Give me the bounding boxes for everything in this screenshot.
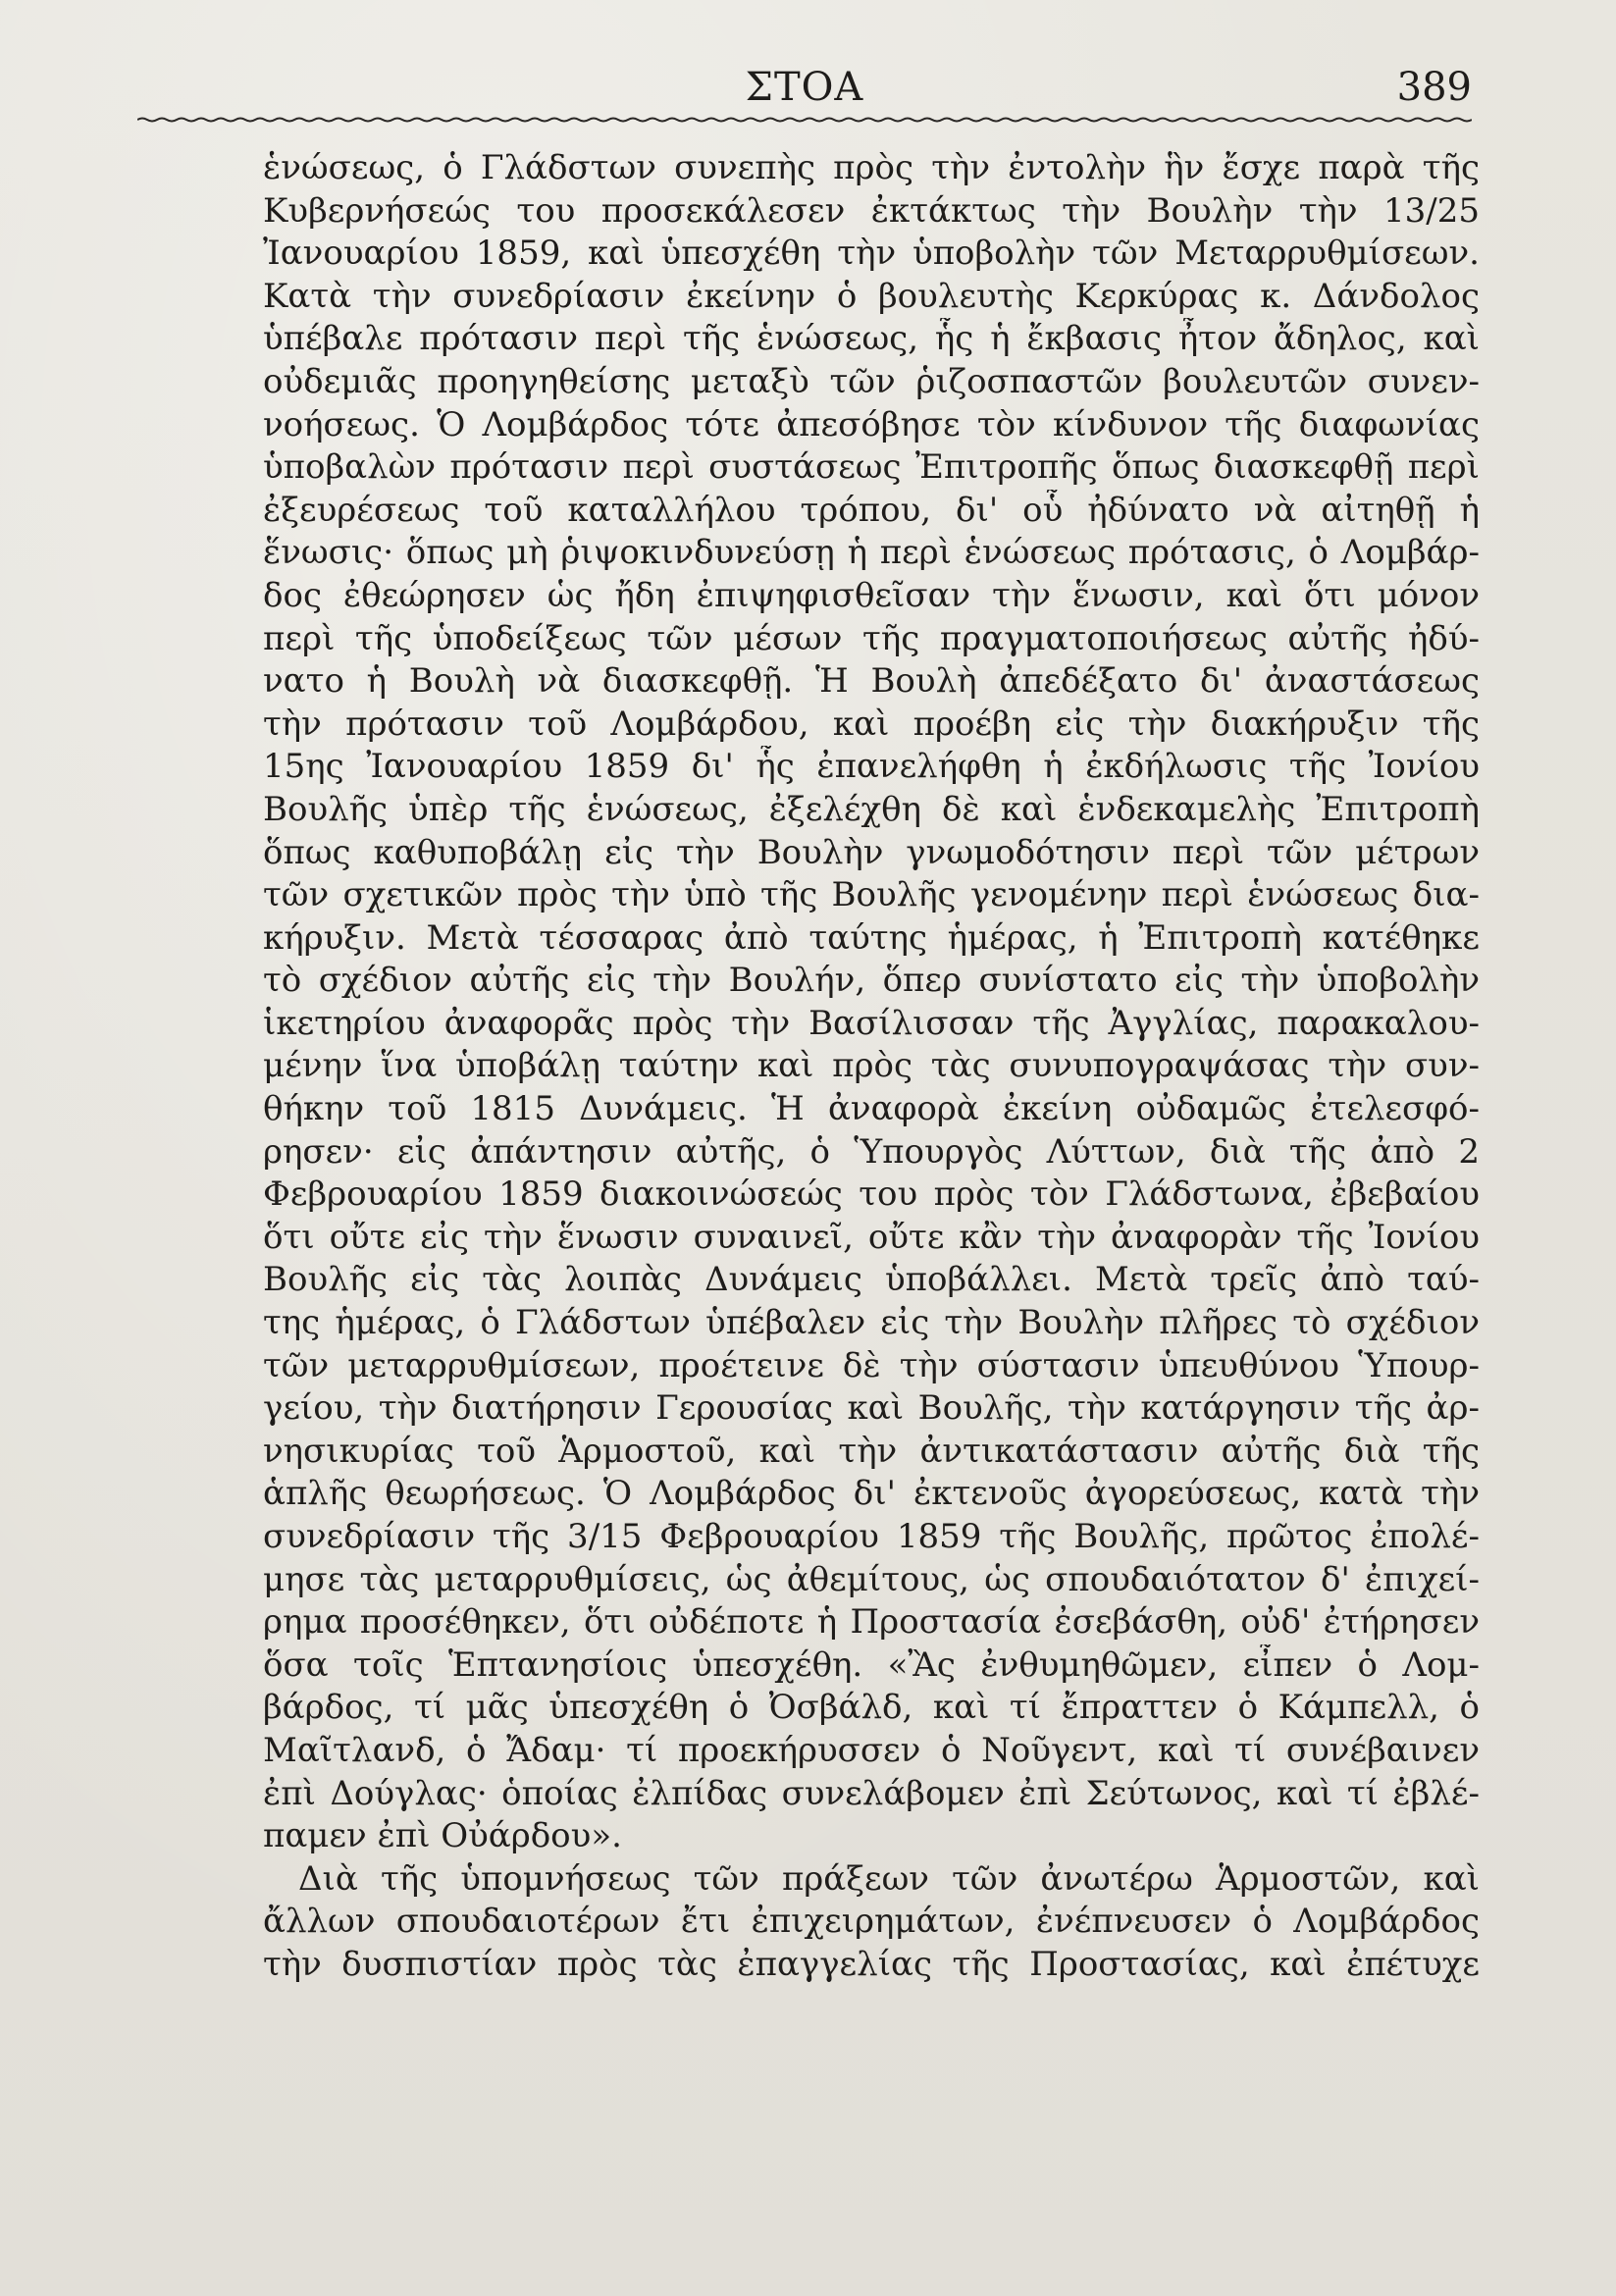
text-line: ὅτι οὔτε εἰς τὴν ἕνωσιν συναινεῖ, οὔτε κἂν τὴν ἀναφορὰν τῆς Ἰονίου	[263, 1217, 1480, 1257]
text-line: τῶν μεταρρυθμίσεων, προέτεινε δὲ τὴν σύστασιν ὑπευθύνου Ὑπουρ-	[263, 1345, 1480, 1385]
text-line: βάρδος, τί μᾶς ὑπεσχέθη ὁ Ὀσβάλδ, καὶ τί ἔπραττεν ὁ Κάμπελλ, ὁ	[263, 1688, 1480, 1728]
text-line: ὅσα τοῖς Ἑπτανησίοις ὑπεσχέθη. «Ἂς ἐνθυμηθῶμεν, εἶπεν ὁ Λομ-	[263, 1644, 1480, 1685]
text-line: νησικυρίας τοῦ Ἁρμοστοῦ, καὶ τὴν ἀντικατάστασιν αὐτῆς διὰ τῆς	[263, 1431, 1480, 1471]
text-line: ἐξευρέσεως τοῦ καταλλήλου τρόπου, δι' οὗ ἠδύνατο νὰ αἰτηθῇ ἡ	[263, 490, 1480, 530]
text-line: συνεδρίασιν τῆς 3/15 Φεβρουαρίου 1859 τῆς Βουλῆς, πρῶτος ἐπολέ-	[263, 1517, 1480, 1556]
text-line: ἄλλων σπουδαιοτέρων ἔτι ἐπιχειρημάτων, ἐνέπνευσεν ὁ Λομβάρδος	[263, 1902, 1480, 1942]
text-line: ἱκετηρίου ἀναφορᾶς πρὸς τὴν Βασίλισσαν τῆς Ἀγγλίας, παρακαλου-	[263, 1003, 1480, 1043]
text-line: παμεν ἐπὶ Οὐάρδου».	[263, 1816, 622, 1856]
page-number: 389	[1396, 65, 1472, 110]
text-line: ὑποβαλὼν πρότασιν περὶ συστάσεως Ἐπιτροπῆς ὅπως διασκεφθῇ περὶ	[263, 447, 1480, 488]
text-line: ὅπως καθυποβάλῃ εἰς τὴν Βουλὴν γνωμοδότησιν περὶ τῶν μέτρων	[263, 832, 1480, 872]
text-line: Κατὰ τὴν συνεδρίασιν ἐκείνην ὁ βουλευτὴς Κερκύρας κ. Δάνδολος	[263, 276, 1480, 316]
text-line: 15ης Ἰανουαρίου 1859 δι' ἧς ἐπανελήφθη ἡ ἐκδήλωσις τῆς Ἰονίου	[263, 747, 1480, 787]
text-line: τὴν δυσπιστίαν πρὸς τὰς ἐπαγγελίας τῆς Προστασίας, καὶ ἐπέτυχε	[263, 1944, 1480, 1984]
text-line: της ἡμέρας, ὁ Γλάδστων ὑπέβαλεν εἰς τὴν Βουλὴν πλῆρες τὸ σχέδιον	[263, 1303, 1480, 1343]
text-line: ἐπὶ Δούγλας· ὁποίας ἐλπίδας συνελάβομεν ἐπὶ Σεύτωνος, καὶ τί ἐβλέ-	[263, 1773, 1480, 1813]
text-line: δος ἐθεώρησεν ὡς ἤδη ἐπιψηφισθεῖσαν τὴν ἕνωσιν, καὶ ὅτι μόνον	[263, 575, 1480, 615]
text-line: νοήσεως. Ὁ Λομβάρδος τότε ἀπεσόβησε τὸν κίνδυνον τῆς διαφωνίας	[263, 404, 1480, 444]
text-line: θήκην τοῦ 1815 Δυνάμεις. Ἡ ἀναφορὰ ἐκείνη οὐδαμῶς ἐτελεσφό-	[263, 1089, 1480, 1129]
text-line: τὴν πρότασιν τοῦ Λομβάρδου, καὶ προέβη εἰς τὴν διακήρυξιν τῆς	[263, 704, 1480, 744]
text-line: ρημα προσέθηκεν, ὅτι οὐδέποτε ἡ Προστασία ἐσεβάσθη, οὐδ' ἐτήρησεν	[263, 1602, 1480, 1643]
body-text	[263, 147, 1480, 1987]
text-line: Κυβερνήσεώς του προσεκάλεσεν ἐκτάκτως τὴν Βουλὴν τὴν 13/25	[263, 190, 1480, 231]
text-line: ἕνωσις· ὅπως μὴ ῥιψοκινδυνεύσῃ ἡ περὶ ἑνώσεως πρότασις, ὁ Λομβάρ-	[263, 533, 1480, 573]
text-line: τῶν σχετικῶν πρὸς τὴν ὑπὸ τῆς Βουλῆς γενομένην περὶ ἑνώσεως δια-	[263, 875, 1480, 915]
running-title: ΣΤΟΑ	[745, 65, 864, 110]
text-line: Ἰανουαρίου 1859, καὶ ὑπεσχέθη τὴν ὑποβολὴν τῶν Μεταρρυθμίσεων.	[263, 234, 1480, 274]
text-line: ἑνώσεως, ὁ Γλάδστων συνεπὴς πρὸς τὴν ἐντολὴν ἣν ἔσχε παρὰ τῆς	[263, 148, 1480, 187]
page-header	[137, 65, 1472, 114]
text-line: Βουλῆς εἰς τὰς λοιπὰς Δυνάμεις ὑποβάλλει. Μετὰ τρεῖς ἀπὸ ταύ-	[263, 1260, 1480, 1300]
header-wavy-rule	[137, 116, 1472, 124]
text-line: γείου, τὴν διατήρησιν Γερουσίας καὶ Βουλῆς, τὴν κατάργησιν τῆς ἀρ-	[263, 1388, 1480, 1429]
text-line: μησε τὰς μεταρρυθμίσεις, ὡς ἀθεμίτους, ὡς σπουδαιότατον δ' ἐπιχεί-	[263, 1559, 1480, 1599]
text-line: Μαῖτλανδ, ὁ Ἄδαμ· τί προεκήρυσσεν ὁ Νοῦγεντ, καὶ τί συνέβαινεν	[263, 1730, 1480, 1770]
text-line: ρησεν· εἰς ἀπάντησιν αὐτῆς, ὁ Ὑπουργὸς Λύττων, διὰ τῆς ἀπὸ 2	[263, 1131, 1480, 1172]
text-line: περὶ τῆς ὑποδείξεως τῶν μέσων τῆς πραγματοποιήσεως αὐτῆς ἠδύ-	[263, 618, 1480, 658]
text-line: νατο ἡ Βουλὴ νὰ διασκεφθῇ. Ἡ Βουλὴ ἀπεδέξατο δι' ἀναστάσεως	[263, 661, 1480, 702]
text-line: κήρυξιν. Μετὰ τέσσαρας ἀπὸ ταύτης ἡμέρας, ἡ Ἐπιτροπὴ κατέθηκε	[263, 917, 1480, 958]
text-line: Βουλῆς ὑπὲρ τῆς ἑνώσεως, ἐξελέχθη δὲ καὶ ἑνδεκαμελὴς Ἐπιτροπὴ	[263, 789, 1480, 829]
text-line: μένην ἵνα ὑποβάλῃ ταύτην καὶ πρὸς τὰς συνυπογραψάσας τὴν συν-	[263, 1046, 1480, 1086]
text-line: Φεβρουαρίου 1859 διακοινώσεώς του πρὸς τὸν Γλάδστωνα, ἐβεβαίου	[263, 1174, 1480, 1215]
text-line: ὑπέβαλε πρότασιν περὶ τῆς ἑνώσεως, ἧς ἡ ἔκβασις ἦτον ἄδηλος, καὶ	[263, 319, 1480, 359]
text-line: Διὰ τῆς ὑπομνήσεως τῶν πράξεων τῶν ἀνωτέρω Ἁρμοστῶν, καὶ	[298, 1858, 1480, 1899]
text-line: οὐδεμιᾶς προηγηθείσης μεταξὺ τῶν ῥιζοσπαστῶν βουλευτῶν συνεν-	[263, 361, 1480, 401]
text-line: τὸ σχέδιον αὐτῆς εἰς τὴν Βουλήν, ὅπερ συνίστατο εἰς τὴν ὑποβολὴν	[263, 961, 1480, 1001]
text-line: ἁπλῆς θεωρήσεως. Ὁ Λομβάρδος δι' ἐκτενοῦς ἀγορεύσεως, κατὰ τὴν	[263, 1474, 1480, 1514]
